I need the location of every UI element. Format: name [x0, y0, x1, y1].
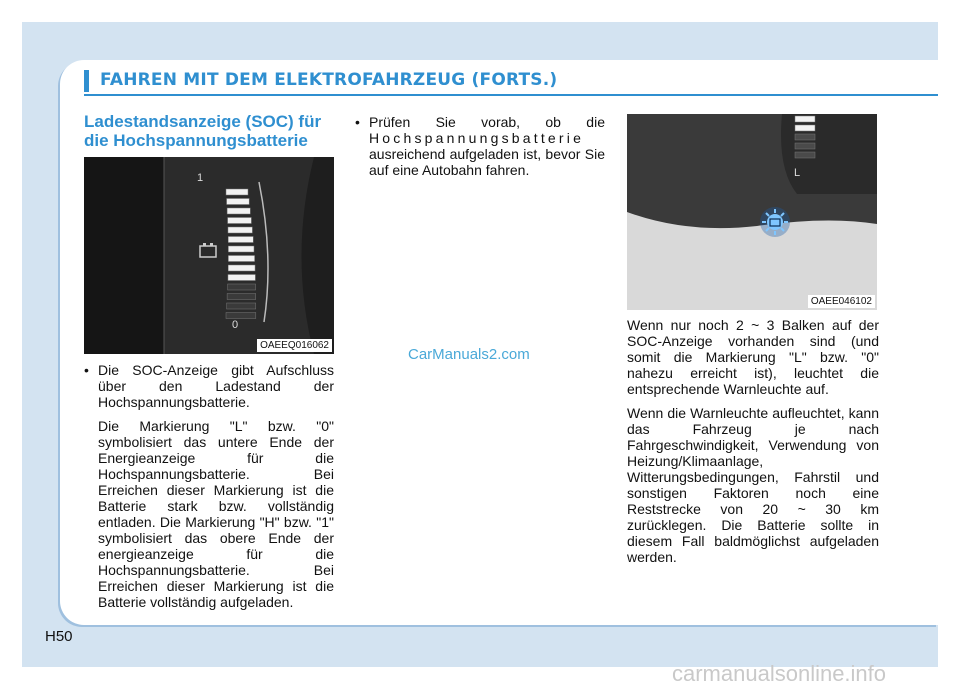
header-divider: [84, 94, 938, 96]
paragraph-warning-light-on: Wenn nur noch 2 ~ 3 Balken auf der SOC-Anzeige vorhanden sind (und somit die Markierung "L" bzw. "0" nahezu erreicht ist), leuchtet die entsprechende Warnleuchte auf.: [627, 317, 879, 397]
soc-gauge-bar: [228, 284, 256, 290]
soc-gauge-bar: [227, 303, 256, 309]
page-header-title: FAHREN MIT DEM ELEKTROFAHRZEUG (FORTS.): [100, 70, 558, 90]
soc-gauge-bar: [228, 246, 254, 252]
soc-gauge-bar: [795, 143, 815, 149]
soc-gauge-bar: [226, 189, 248, 195]
bullet-line-2: Hochspannungsbatterie: [369, 130, 585, 146]
bullet-rest: ausreichend aufgeladen ist, bevor Sie auf eine Autobahn fahren.: [369, 146, 605, 178]
soc-gauge-bar: [227, 199, 250, 205]
bullet-soc-display: • Die SOC-Anzeige gibt Aufschluss über den Ladestand der Hochspannungsbatterie.: [84, 362, 334, 410]
paragraph-remaining-range: Wenn die Warnleuchte aufleuchtet, kann das Fahrzeug je nach Fahrgeschwindigkeit, Verwendung von Heizung/Klimaanlage, Witterungsbedingungen, Fahrstil und sonstigen Faktoren noch eine Reststrecke von 20 ~ 30 km zurücklegen. Die Batterie sollte in diesem Fall baldmöglichst aufgeladen werden.: [627, 405, 879, 565]
soc-gauge-bar: [795, 134, 815, 140]
page-number: H50: [45, 628, 73, 645]
figure-code-label: OAEEQ016062: [257, 339, 332, 352]
soc-gauge-bar: [226, 313, 256, 319]
paragraph-markings: Die Markierung "L" bzw. "0" symbolisiert das untere Ende der Energieanzeige für die Hochspannungsbatterie. Bei Erreichen dieser Markierung ist die Batterie stark bzw. vollständig entladen. Die Markierung "H" bzw. "1" symbolisiert das obere Ende der energieanzeige für die Hochspannungsbatterie. Bei Erreichen dieser Markierung ist die Batterie vollständig aufgeladen.: [98, 418, 334, 610]
column-2-text: [355, 114, 605, 178]
section-title-line2: die Hochspannungsbatterie: [84, 131, 308, 150]
footer-watermark: carmanualsonline.info: [672, 661, 887, 686]
gauge-top-label: 1: [197, 172, 204, 184]
soc-gauge-figure: [84, 157, 334, 354]
soc-gauge-bar: [228, 265, 255, 271]
soc-gauge-bar: [227, 208, 250, 214]
figure-code-label: OAEE046102: [808, 295, 875, 308]
column-3-text: [627, 317, 879, 565]
battery-warning-icon: [760, 207, 790, 237]
soc-gauge-bar: [228, 218, 252, 224]
gauge-l-label: L: [794, 167, 801, 179]
section-title: [84, 112, 334, 150]
soc-gauge-bar: [795, 152, 815, 158]
header-accent-bar: [84, 70, 89, 92]
bullet-check-battery: [355, 114, 605, 178]
soc-gauge-bar: [228, 275, 255, 281]
soc-warning-figure: [627, 114, 877, 310]
soc-gauge-illustration: [84, 157, 334, 354]
watermark-link[interactable]: CarManuals2.com: [408, 346, 530, 363]
soc-warning-illustration: [627, 114, 877, 310]
column-1-text: [84, 362, 334, 610]
gauge-bottom-label: 0: [232, 319, 239, 331]
section-title-line1: Ladestandsanzeige (SOC) für: [84, 112, 322, 131]
bullet-line-1: • Prüfen Sie vorab, ob die: [369, 114, 605, 130]
soc-gauge-bar: [795, 125, 815, 131]
soc-gauge-bar: [228, 227, 252, 233]
soc-gauge-bar: [228, 256, 254, 262]
soc-gauge-bar: [227, 294, 256, 300]
soc-gauge-bar: [228, 237, 253, 243]
soc-gauge-bar: [795, 116, 815, 122]
